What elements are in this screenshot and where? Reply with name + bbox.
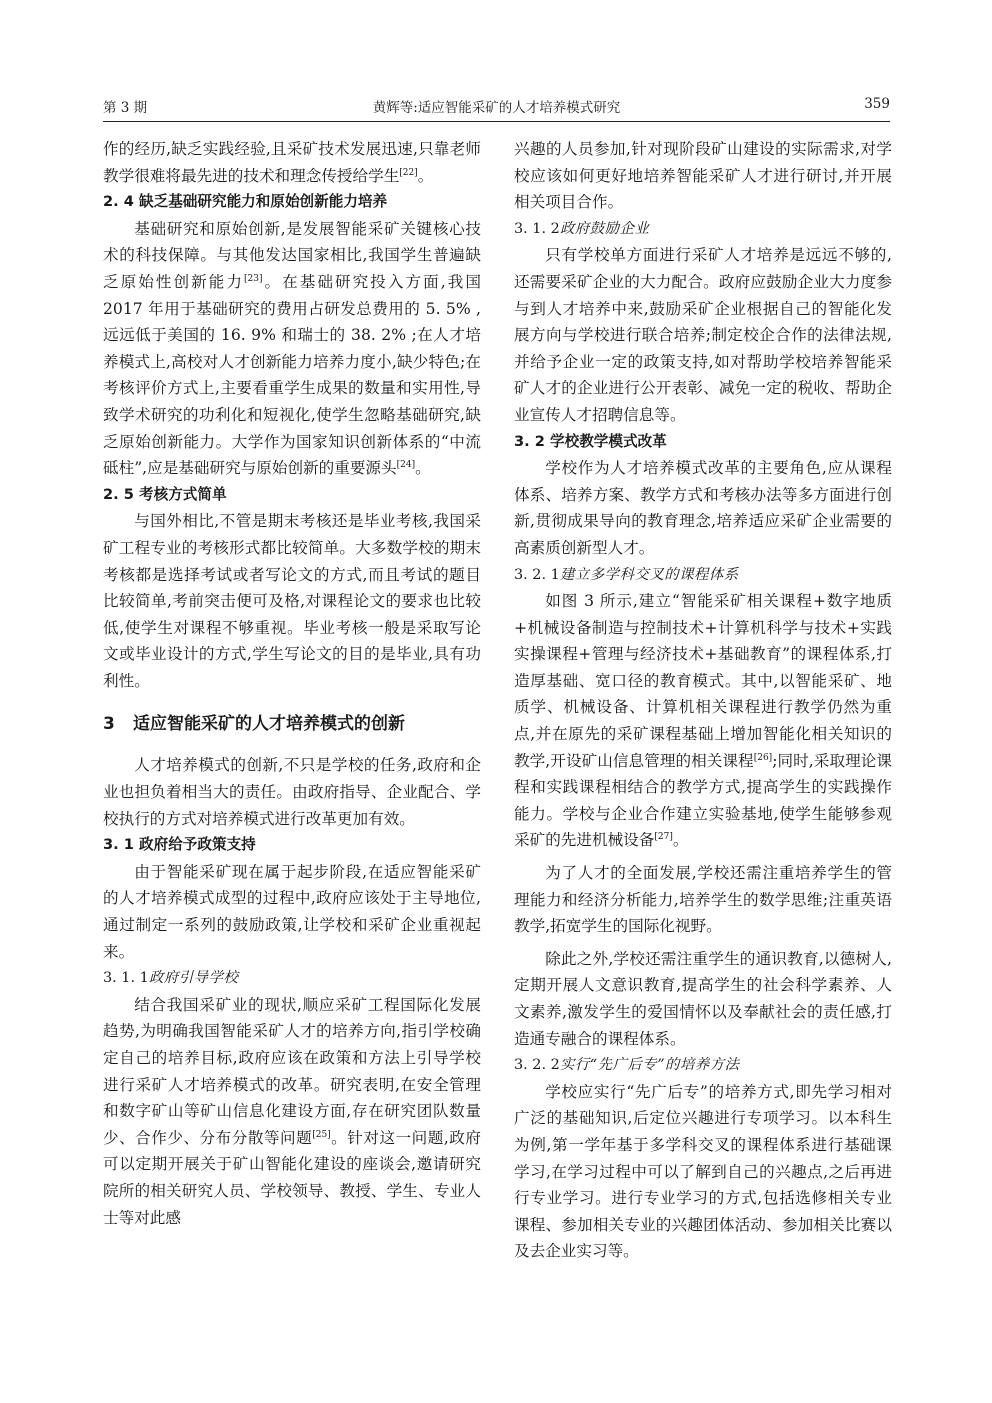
citation: [24]	[396, 460, 416, 471]
citation: [23]	[244, 273, 263, 284]
right-column	[514, 136, 892, 1265]
paragraph: 为了人才的全面发展,学校还需注重培养学生的管理能力和经济分析能力,培养学生的数学思维;注重英语教学,拓宽学生的国际化视野。	[514, 864, 892, 936]
paragraph: 学校作为人才培养模式改革的主要角色,应从课程体系、培养方案、教学方式和考核办法等多方面进行创新,贯彻成果导向的教育理念,培养适应采矿企业需要的高素质创新型人才。	[514, 459, 892, 557]
left-column	[103, 136, 481, 1231]
paragraph: 学校应实行“先广后专”的培养方式,即先学习相对广泛的基础知识,后定位兴趣进行专项学习。以本科生为例,第一学年基于多学科交叉的课程体系进行基础课学习,在学习过程中可以了解到自己的兴趣点,之后再进行专业学习。进行专业学习的方式,包括选修相关专业课程、参加相关专业的兴趣团体活动、参加相关比赛以及去企业实习等。	[514, 1082, 892, 1261]
paragraph: 除此之外,学校还需注重学生的通识教育,以德树人,定期开展人文意识教育,提高学生的社会科学素养、人文素养,激发学生的爱国情怀以及奉献社会的责任感,打造通专融合的课程体系。	[514, 949, 892, 1048]
paragraph: 如图 3 所示,建立“智能采矿相关课程+数字地质+机械设备制造与控制技术+计算机科学与技术+实践实操课程+管理与经济技术+基础教育”的课程体系,打造厚基础、宽口径的教育模式。其中,以智能采矿、地质学、机械设备、计算机相关课程进行教学仍然为重点,并在原先的采矿课程基础上增加智能化相关知识的教学,开设矿山信息管理的相关课程[26];同时,采取理论课程和实践课程相结合的教学方式,提高学生的实践操作能力。学校与企业合作建立实验基地,使学生能够参观采矿的先进机械设备[27]。	[514, 592, 892, 850]
paragraph: 结合我国采矿业的现状,顺应采矿工程国际化发展趋势,为明确我国智能采矿人才的培养方向,指引学校确定自己的培养目标,政府应该在政策和方法上引导学校进行采矿人才培养模式的改革。研究表明,在安全管理和数字矿山等矿山信息化建设方面,存在研究团队数量少、合作少、分布分散等问题[25]。针对这一问题,政府可以定期开展关于矿山智能化建设的座谈会,邀请研究院所的相关研究人员、学校领导、教授、学生、专业人士等对此感	[103, 995, 481, 1227]
paragraph: 与国外相比,不管是期末考核还是毕业考核,我国采矿工程专业的考核形式都比较简单。大多数学校的期末考核都是选择考试或者写论文的方式,而且考试的题目比较简单,考前突击便可及格,对课程论文的要求也比较低,使学生对课程不够重视。毕业考核一般是采取写论文或毕业设计的方式,学生写论文的目的是毕业,具有功利性。	[103, 512, 481, 690]
section-heading-3-2-2: 3. 2. 2实行“先广后专”的培养方法	[514, 1057, 740, 1074]
paragraph: 人才培养模式的创新,不只是学校的任务,政府和企业也担负着相当大的责任。由政府指导、企业配合、学校执行的方式对培养模式进行改革更加有效。	[103, 756, 481, 828]
citation: [27]	[654, 832, 673, 843]
section-heading-2-5: 2. 5 考核方式简单	[103, 485, 227, 503]
header-rule	[103, 121, 890, 122]
running-header	[103, 94, 890, 116]
citation: [25]	[312, 1129, 331, 1140]
citation: [22]	[399, 167, 418, 178]
section-heading-3-2-1: 3. 2. 1建立多学科交叉的课程体系	[514, 566, 739, 583]
paragraph: 兴趣的人员参加,针对现阶段矿山建设的实际需求,对学校应该如何更好地培养智能采矿人才进行研讨,并开展相关项目合作。	[514, 140, 892, 212]
section-heading-3-1-2: 3. 1. 2政府鼓励企业	[514, 220, 650, 237]
section-heading-3-2: 3. 2 学校教学模式改革	[514, 432, 667, 450]
section-heading-3: 3 适应智能采矿的人才培养模式的创新	[103, 714, 405, 735]
section-heading-3-1: 3. 1 政府给予政策支持	[103, 836, 256, 854]
section-heading-3-1-1: 3. 1. 1政府引导学校	[103, 970, 239, 987]
section-heading-2-4: 2. 4 缺乏基础研究能力和原始创新能力培养	[103, 193, 388, 211]
page-number: 359	[864, 96, 890, 112]
issue-number: 第 3 期	[103, 100, 148, 116]
paragraph: 由于智能采矿现在属于起步阶段,在适应智能采矿的人才培养模式成型的过程中,政府应该处于主导地位,通过制定一系列的鼓励政策,让学校和采矿企业重视起来。	[103, 862, 481, 961]
paragraph: 基础研究和原始创新,是发展智能采矿关键核心技术的科技保障。与其他发达国家相比,我国学生普遍缺乏原始性创新能力[23]。在基础研究投入方面,我国 2017 年用于基础研究的费用占研发总费用的 5. 5% ,远远低于美国的 16. 9% 和瑞士的 38. 2% ;在人才培养模式上,高校对人才创新能力培养力度小,缺少特色;在考核评价方式上,主要看重学生成果的数量和实用性,导致学术研究的功利化和短视化,使学生忽略基础研究,缺乏原始创新能力。大学作为国家知识创新体系的“中流砥柱”,应是基础研究与原始创新的重要源头[24]。	[103, 219, 481, 478]
running-title: 黄辉等:适应智能采矿的人才培养模式研究	[372, 100, 621, 116]
citation: [26]	[753, 752, 773, 763]
paragraph: 作的经历,缺乏实践经验,且采矿技术发展迅速,只靠老师教学很难将最先进的技术和理念传授给学生[22]。	[103, 140, 481, 185]
paragraph: 只有学校单方面进行采矿人才培养是远远不够的,还需要采矿企业的大力配合。政府应鼓励企业大力度参与到人才培养中来,鼓励采矿企业根据自己的智能化发展方向与学校进行联合培养;制定校企合作的法律法规,并给予企业一定的政策支持,如对帮助学校培养智能采矿人才的企业进行公开表彰、减免一定的税收、帮助企业宣传人才招聘信息等。	[514, 246, 892, 424]
